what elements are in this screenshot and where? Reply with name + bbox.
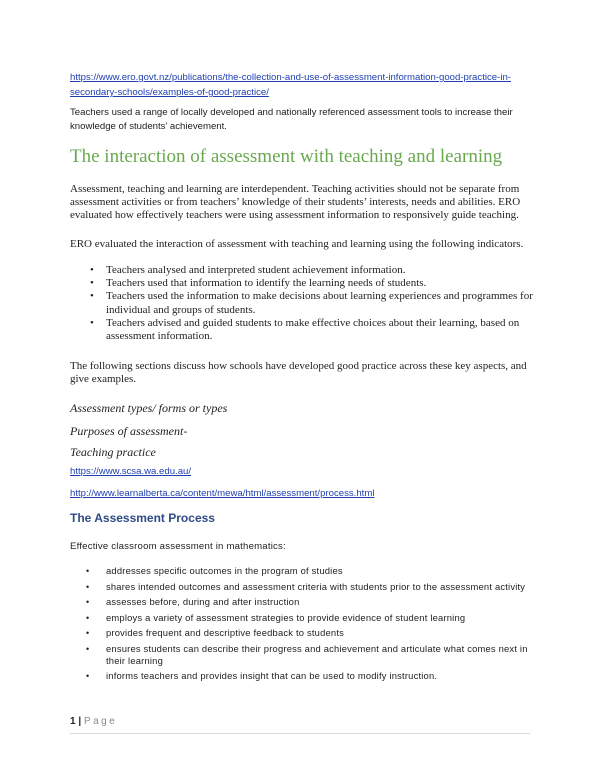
list-item-text: Teachers used the information to make decisions about learning experiences and programmes for individual and groups of students. bbox=[106, 290, 533, 316]
topic-assessment-types: Assessment types/ forms or types bbox=[70, 401, 228, 415]
list-item-text: Teachers used that information to identify the learning needs of students. bbox=[106, 277, 427, 290]
list-item bbox=[70, 277, 540, 290]
list-item bbox=[70, 612, 545, 624]
list-item bbox=[70, 596, 545, 608]
bullet-icon: • bbox=[86, 671, 90, 681]
ero-publication-link[interactable]: https://www.ero.govt.nz/publications/the-collection-and-use-of-assessment-information-good-practice-in-secondary-schools/examples-of-good-practice/ bbox=[70, 72, 511, 98]
bullet-icon: • bbox=[86, 566, 90, 576]
list-item bbox=[70, 627, 545, 639]
list-item-text: shares intended outcomes and assessment criteria with students prior to the assessment activity bbox=[106, 580, 526, 592]
assessment-criteria-list bbox=[70, 565, 545, 686]
list-item-text: addresses specific outcomes in the program of studies bbox=[106, 565, 343, 576]
footer-divider bbox=[70, 733, 530, 734]
paragraph-interdependence: Assessment, teaching and learning are interdependent. Teaching activities should not be separate from assessment activities or from teachers’ knowledge of their students’ interests, needs and abilities. ERO evaluated how effectively teachers were using assessment information to responsively guide teaching. bbox=[70, 183, 521, 222]
topic-teaching-practice: Teaching practice bbox=[70, 445, 156, 459]
paragraph-sections-summary: The following sections discuss how schools have developed good practice across these key aspects, and give examples. bbox=[70, 360, 527, 386]
scsa-link[interactable]: https://www.scsa.wa.edu.au/ bbox=[70, 466, 192, 477]
page-footer bbox=[70, 716, 117, 727]
page-label: Page bbox=[83, 716, 118, 727]
footer-separator: | bbox=[78, 716, 82, 727]
bullet-icon: • bbox=[86, 597, 90, 607]
bullet-icon: • bbox=[86, 581, 90, 592]
list-item bbox=[70, 670, 545, 682]
bullet-icon: • bbox=[90, 290, 94, 303]
bullet-icon: • bbox=[90, 264, 94, 276]
list-item-text: assesses before, during and after instruction bbox=[106, 596, 300, 607]
list-item bbox=[70, 581, 545, 593]
page-number: 1 bbox=[70, 716, 76, 727]
indicator-list bbox=[70, 264, 540, 343]
list-item bbox=[70, 290, 540, 316]
classroom-assessment-intro: Effective classroom assessment in mathematics: bbox=[70, 541, 286, 552]
bullet-icon: • bbox=[86, 612, 90, 623]
list-item bbox=[70, 264, 540, 277]
section-heading: The interaction of assessment with teaching and learning bbox=[70, 146, 503, 167]
bullet-icon: • bbox=[90, 316, 94, 329]
list-item bbox=[70, 643, 545, 667]
bullet-icon: • bbox=[86, 643, 90, 654]
assessment-process-heading: The Assessment Process bbox=[70, 511, 215, 525]
list-item-text: employs a variety of assessment strategies to provide evidence of student learning bbox=[106, 611, 466, 623]
learnalberta-link[interactable]: http://www.learnalberta.ca/content/mewa/html/assessment/process.html bbox=[70, 488, 375, 499]
list-item-text: Teachers analysed and interpreted student achievement information. bbox=[106, 264, 406, 276]
intro-text: Teachers used a range of locally developed and nationally referenced assessment tools to increase their knowledge of students’ achievement. bbox=[70, 107, 513, 132]
list-item bbox=[70, 565, 545, 577]
topic-purposes-of-assessment: Purposes of assessment- bbox=[70, 424, 188, 438]
list-item-text: ensures students can describe their progress and achievement and articulate what comes next in their learning bbox=[106, 642, 528, 666]
list-item-text: informs teachers and provides insight that can be used to modify instruction. bbox=[106, 670, 438, 681]
bullet-icon: • bbox=[90, 277, 94, 290]
list-item-text: provides frequent and descriptive feedback to students bbox=[106, 627, 345, 638]
bullet-icon: • bbox=[86, 628, 90, 638]
paragraph-indicators-intro: ERO evaluated the interaction of assessment with teaching and learning using the following indicators. bbox=[70, 238, 524, 250]
list-item bbox=[70, 317, 540, 343]
list-item-text: Teachers advised and guided students to make effective choices about their learning, based on assessment information. bbox=[106, 316, 520, 343]
